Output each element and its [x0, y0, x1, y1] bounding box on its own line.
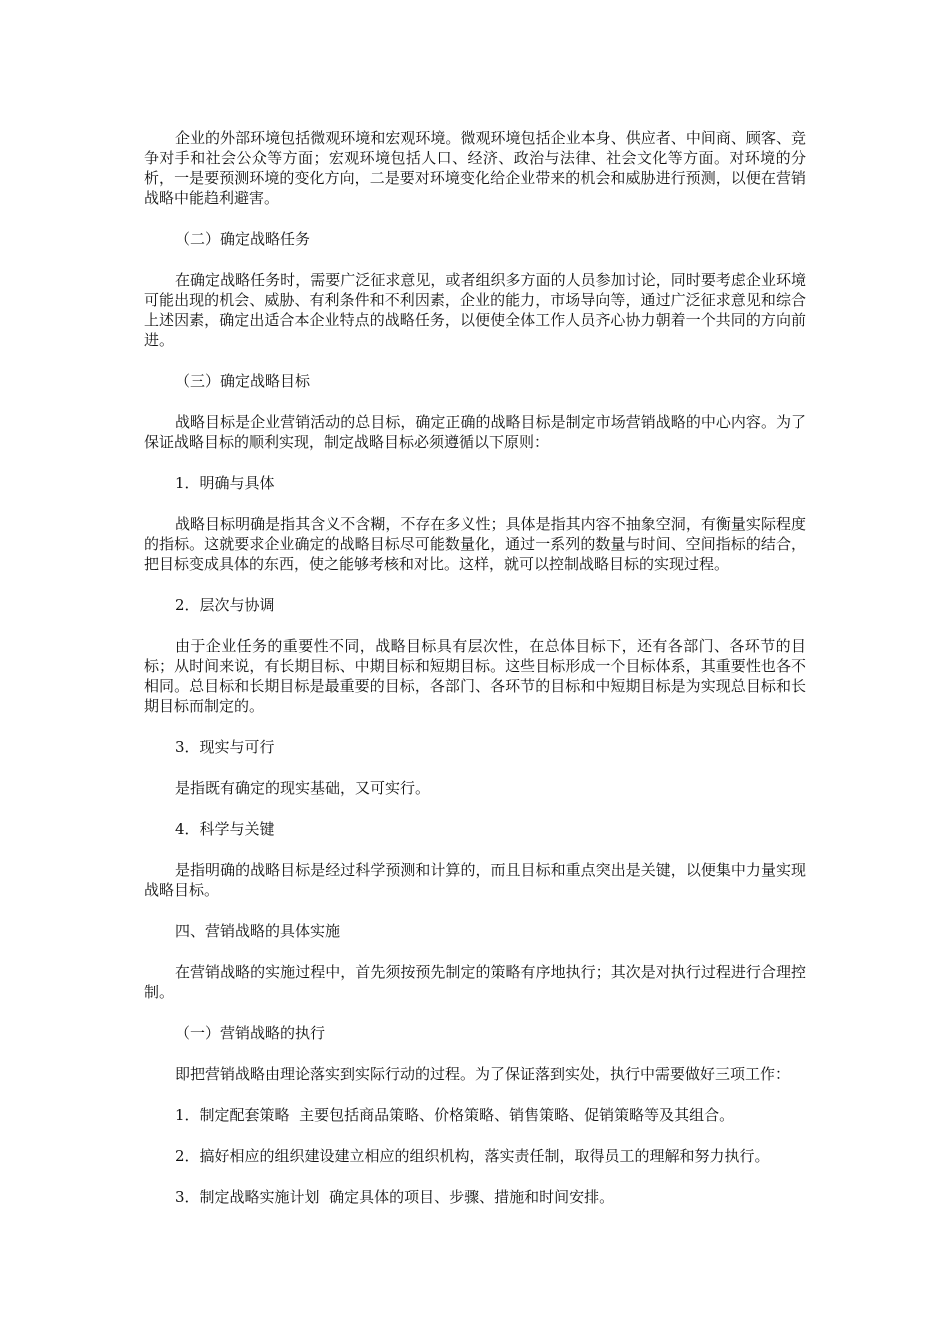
paragraph-strategic-goal: 战略目标是企业营销活动的总目标，确定正确的战略目标是制定市场营销战略的中心内容。为了保证战略目标的顺利实现，制定战略目标必须遵循以下原则： [144, 413, 806, 451]
heading-define-strategic-task: （二）确定战略任务 [175, 230, 311, 248]
paragraph-item-2: 2．搞好相应的组织建设建立相应的组织机构，落实责任制，取得员工的理解和努力执行。 [175, 1147, 770, 1165]
heading-realistic-feasible: 3．现实与可行 [175, 738, 275, 756]
paragraph-item-1: 1．制定配套策略 主要包括商品策略、价格策略、销售策略、促销策略等及其组合。 [175, 1106, 735, 1124]
paragraph-scientific-key: 是指明确的战略目标是经过科学预测和计算的，而且目标和重点突出是关键，以便集中力量实现战略目标。 [144, 861, 806, 899]
heading-scientific-key: 4．科学与关键 [175, 820, 275, 838]
heading-clear-specific: 1．明确与具体 [175, 474, 275, 492]
paragraph-environment-analysis: 企业的外部环境包括微观环境和宏观环境。微观环境包括企业本身、供应者、中间商、顾客、竞争对手和社会公众等方面；宏观环境包括人口、经济、政治与法律、社会文化等方面。对环境的分析，一是要预测环境的变化方向，二是要对环境变化给企业带来的机会和威胁进行预测，以便在营销战略中能趋利避害。 [144, 129, 806, 207]
paragraph-strategic-task: 在确定战略任务时，需要广泛征求意见，或者组织多方面的人员参加讨论，同时要考虑企业环境可能出现的机会、威胁、有利条件和不利因素，企业的能力，市场导向等，通过广泛征求意见和综合上述因素，确定出适合本企业特点的战略任务，以便使全体工作人员齐心协力朝着一个共同的方向前进。 [144, 271, 806, 349]
heading-hierarchy-coordination: 2．层次与协调 [175, 596, 275, 614]
paragraph-realistic-feasible: 是指既有确定的现实基础，又可实行。 [175, 779, 431, 797]
document-page [144, 128, 806, 1228]
heading-strategy-execution: （一）营销战略的执行 [175, 1024, 326, 1042]
paragraph-strategy-execution: 即把营销战略由理论落实到实际行动的过程。为了保证落到实处，执行中需要做好三项工作： [175, 1065, 791, 1083]
heading-strategy-implementation: 四、营销战略的具体实施 [175, 922, 341, 940]
paragraph-hierarchy-coordination: 由于企业任务的重要性不同，战略目标具有层次性，在总体目标下，还有各部门、各环节的目标；从时间来说，有长期目标、中期目标和短期目标。这些目标形成一个目标体系，其重要性也各不相同。总目标和长期目标是最重要的目标，各部门、各环节的目标和中短期目标是为实现总目标和长期目标而制定的。 [144, 637, 806, 715]
paragraph-item-3: 3．制定战略实施计划 确定具体的项目、步骤、措施和时间安排。 [175, 1188, 615, 1206]
heading-define-strategic-goal: （三）确定战略目标 [175, 372, 311, 390]
paragraph-clear-specific: 战略目标明确是指其含义不含糊，不存在多义性；具体是指其内容不抽象空洞，有衡量实际程度的指标。这就要求企业确定的战略目标尽可能数量化，通过一系列的数量与时间、空间指标的结合，把目标变成具体的东西，使之能够考核和对比。这样，就可以控制战略目标的实现过程。 [144, 515, 806, 573]
paragraph-strategy-implementation: 在营销战略的实施过程中，首先须按预先制定的策略有序地执行；其次是对执行过程进行合理控制。 [144, 963, 806, 1001]
